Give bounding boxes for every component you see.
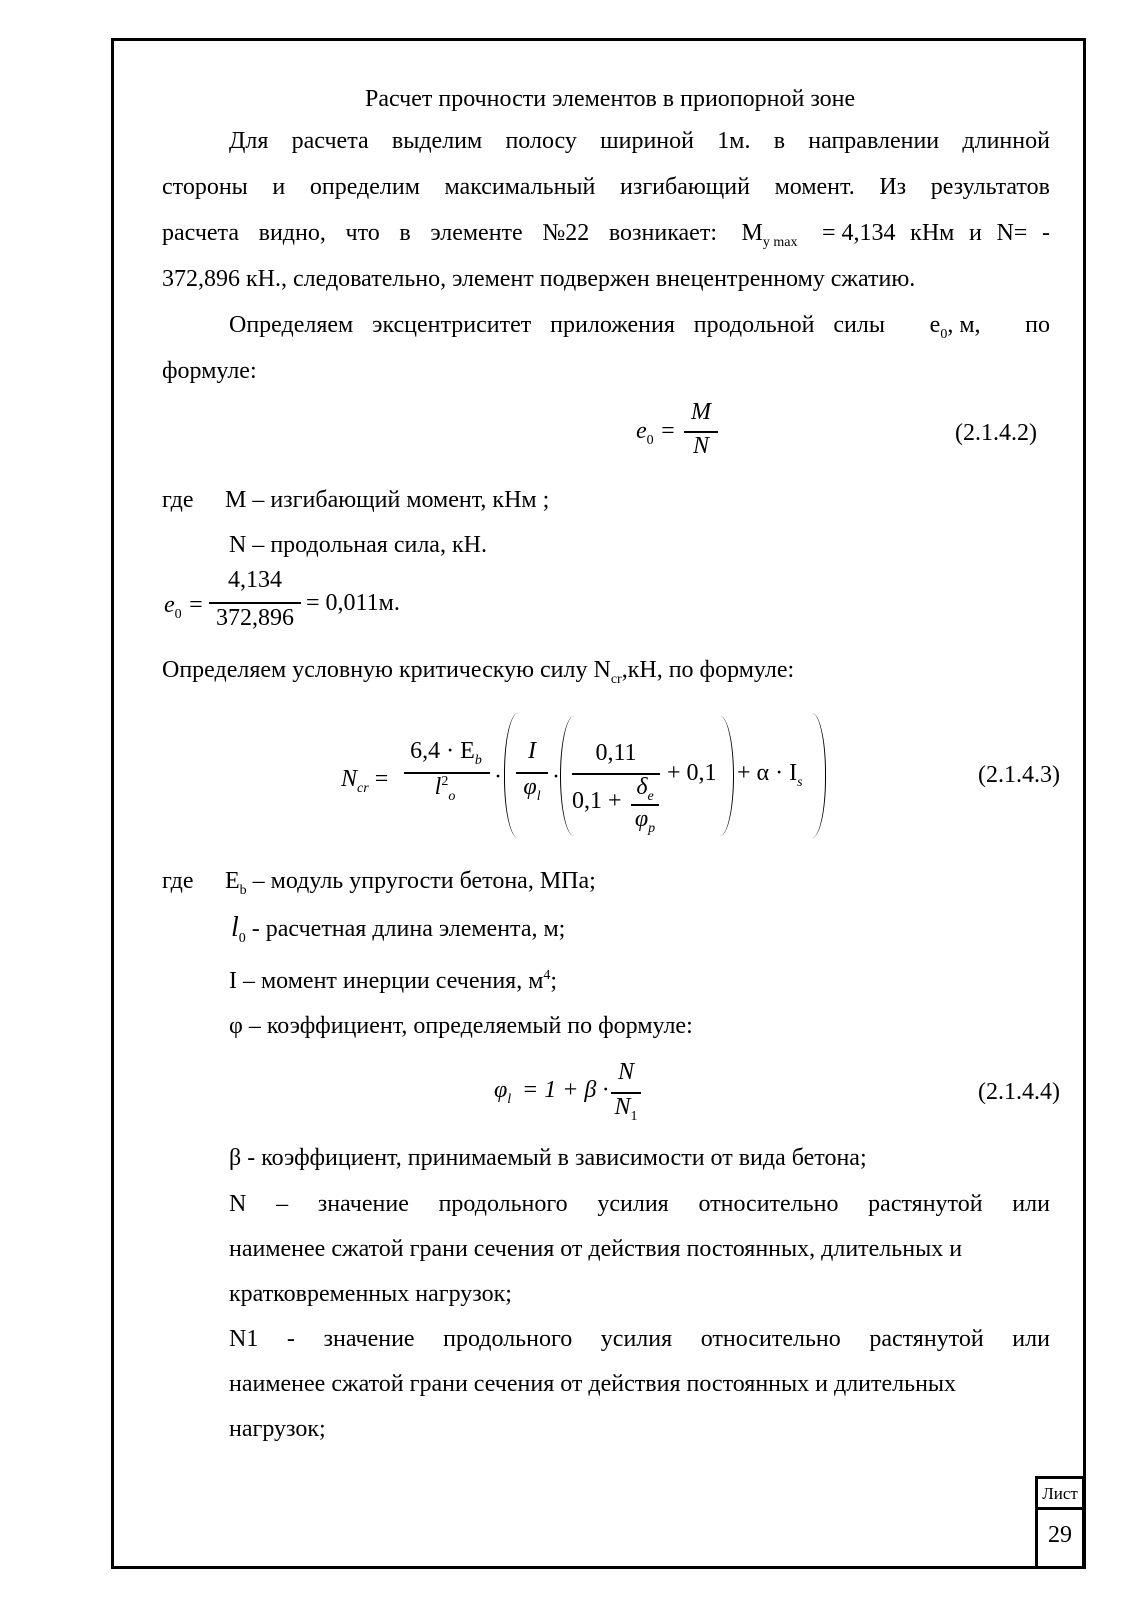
def-n-line1-word: продольного bbox=[438, 1191, 568, 1217]
para3-text: Определяем условную критическую силу $N_{cr},кН$, по формуле: bbox=[162, 657, 795, 687]
def-n1-line1-word: растянутой bbox=[869, 1326, 984, 1352]
para1-line3-end-word: - bbox=[1041, 220, 1050, 246]
para2-line1-word: силы bbox=[833, 312, 885, 338]
where-item-n: N – продольная сила, кН. bbox=[229, 532, 487, 558]
def-n-line1-word: относительно bbox=[698, 1191, 839, 1217]
para1-line3 bbox=[162, 218, 1050, 248]
para1-line4: 372,896 кН., следовательно, элемент подвержен внецентренному сжатию. bbox=[162, 266, 916, 292]
def-n1-line1-word: усилия bbox=[600, 1326, 673, 1352]
def-n1-line1-word: - bbox=[286, 1326, 295, 1352]
para1-line3-word: в bbox=[399, 220, 411, 246]
def-n-line1-word: N bbox=[229, 1191, 247, 1217]
para1-line3-word: №22 bbox=[542, 220, 590, 246]
formula-number: (2.1.4.2) bbox=[955, 420, 1037, 446]
def-n1-line3: нагрузок; bbox=[229, 1416, 326, 1442]
para1-line3-word: видно, bbox=[258, 220, 326, 246]
para1-line2-word: максимальный bbox=[444, 174, 596, 200]
para1-line2-word: Из bbox=[879, 174, 907, 200]
formula-number: (2.1.4.4) bbox=[978, 1079, 1060, 1105]
def-n1-line1-word: относительно bbox=[700, 1326, 841, 1352]
def-n-line1-word: растянутой bbox=[868, 1191, 983, 1217]
para2-line1-word: эксцентриситет bbox=[372, 312, 532, 338]
def-n1-line1-word: значение bbox=[323, 1326, 415, 1352]
para1-line3-word: элементе bbox=[430, 220, 523, 246]
para1-line1-word: направлении bbox=[808, 128, 940, 154]
para1-line2-word: определим bbox=[309, 174, 420, 200]
para1-line2-word: результатов bbox=[930, 174, 1050, 200]
para2-line1: Определяем эксцентриситет приложения продольной силы $e_0$, м, по bbox=[229, 312, 1050, 342]
para1-line1-word: полосу bbox=[505, 128, 577, 154]
para2-line1-word: продольной bbox=[693, 312, 815, 338]
def-n1-line1-word: или bbox=[1012, 1326, 1050, 1352]
para2-line2: формуле: bbox=[162, 358, 257, 384]
para1-line1-word: в bbox=[773, 128, 786, 154]
def-n1-line2: наименее сжатой грани сечения от действия постоянных и длительных bbox=[229, 1371, 957, 1397]
formula-number: (2.1.4.3) bbox=[978, 762, 1060, 788]
sheet-number: 29 bbox=[1035, 1507, 1085, 1569]
eccentricity-symbol: $e_0$, м, bbox=[929, 312, 981, 342]
sheet-label: Лист bbox=[1035, 1476, 1085, 1510]
para1-line3-end-word: N= bbox=[996, 220, 1028, 246]
def-beta: β - коэффициент, принимаемый в зависимости от вида бетона; bbox=[229, 1145, 867, 1171]
para1-line3-word: возникает: bbox=[608, 220, 717, 246]
para1-line1-word: Для bbox=[229, 128, 269, 154]
def-n-line1 bbox=[229, 1189, 1050, 1219]
def-n1-line1-word: N1 bbox=[229, 1326, 259, 1352]
para1-line3-end-word: кНм bbox=[910, 220, 955, 246]
where-item-m: M – изгибающий момент, кНм ; bbox=[225, 487, 550, 513]
moment-symbol: $M_{y max}$ bbox=[741, 220, 798, 250]
para1-line2-word: момент. bbox=[774, 174, 855, 200]
def-n-line3: кратковременных нагрузок; bbox=[229, 1281, 512, 1307]
def-n-line1-word: усилия bbox=[597, 1191, 669, 1217]
para1-line2-word: стороны bbox=[162, 174, 248, 200]
def-n-line1-word: или bbox=[1012, 1191, 1050, 1217]
where2-eb: $E_b$ – модуль упругости бетона, МПа; bbox=[225, 868, 596, 898]
def-n-line1-word: значение bbox=[317, 1191, 409, 1217]
para1-line1 bbox=[229, 126, 1050, 156]
def-n1-line1-word: продольного bbox=[443, 1326, 573, 1352]
para1-line1-word: расчета bbox=[291, 128, 369, 154]
where-prefix: где bbox=[162, 487, 194, 513]
para1-line3-end-word: = 4,134 bbox=[821, 220, 896, 246]
para1-line1-word: длинной bbox=[962, 128, 1050, 154]
para2-line1-word: Определяем bbox=[229, 312, 354, 338]
def-n-line2: наименее сжатой грани сечения от действия постоянных, длительных и bbox=[229, 1236, 963, 1262]
para1-line3-word: расчета bbox=[162, 220, 239, 246]
para1-line3-word: что bbox=[345, 220, 380, 246]
where2-l0: $l_0$ - расчетная длина элемента, м; bbox=[231, 912, 566, 946]
para1-line2-word: изгибающий bbox=[620, 174, 750, 200]
para1-line3-end-word: и bbox=[968, 220, 982, 246]
def-n1-line1 bbox=[229, 1324, 1050, 1354]
para1-line1-word: шириной bbox=[600, 128, 694, 154]
para2-line1-word: приложения bbox=[550, 312, 675, 338]
section-title: Расчет прочности элементов в приопорной зоне bbox=[365, 86, 856, 112]
where2-prefix: где bbox=[162, 868, 194, 894]
para1-line1-word: 1м. bbox=[717, 128, 751, 154]
para1-line1-word: выделим bbox=[391, 128, 483, 154]
para1-line2-word: и bbox=[272, 174, 286, 200]
where2-phi: φ – коэффициент, определяемый по формуле: bbox=[229, 1013, 693, 1039]
para1-line2 bbox=[162, 172, 1050, 202]
where2-inertia: I – момент инерции сечения, $м^4$; bbox=[229, 968, 558, 994]
def-n-line1-word: – bbox=[276, 1191, 289, 1217]
